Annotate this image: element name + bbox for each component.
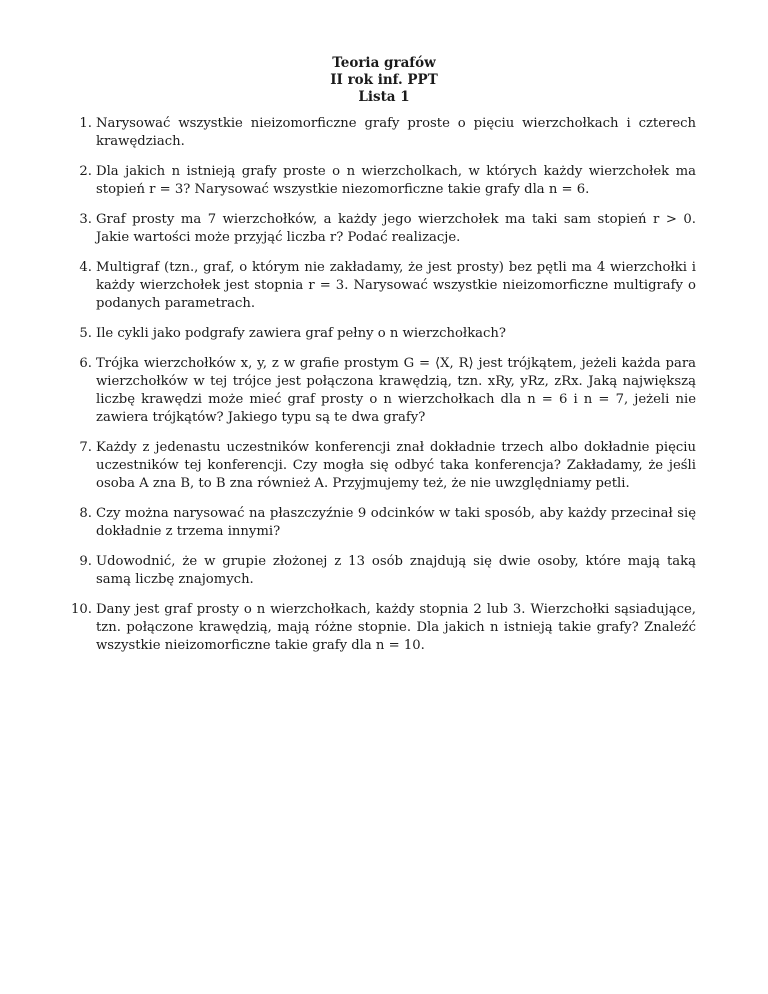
problem-text: Dany jest graf prosty o n wierzchołkach, każdy stopnia 2 lub 3. Wierzchołki sąsiadujące, tzn. połączone krawędzią, mają różne stopnie. Dla jakich n istnieją takie grafy? Znaleźć wszystkie nieizomorficzne takie grafy dla n = 10. (96, 602, 696, 653)
problem-text: Ile cykli jako podgrafy zawiera graf pełny o n wierzchołkach? (96, 326, 506, 341)
problem-10 (71, 601, 696, 655)
problem-4 (80, 259, 696, 313)
problem-2 (80, 163, 696, 199)
problem-text: Narysować wszystkie nieizomorficzne grafy proste o pięciu wierzchołkach i czterech krawędziach. (96, 116, 696, 149)
problem-number: 2. (79, 164, 92, 179)
problem-number: 10. (71, 602, 92, 617)
document-title: Teoria grafów (332, 55, 436, 71)
problem-5 (80, 325, 696, 343)
problem-3 (80, 211, 696, 247)
document-subtitle: II rok inf. PPT (330, 72, 438, 88)
problem-7 (80, 439, 696, 493)
problem-text: Każdy z jedenastu uczestników konferencji znał dokładnie trzech albo dokładnie pięciu uczestników tej konferencji. Czy mogła się odbyć taka konferencja? Zakładamy, że jeśli osoba A zna B, to B zna również A. Przyjmujemy też, że nie uwzględniamy petli. (96, 440, 696, 491)
problem-text: Graf prosty ma 7 wierzchołków, a każdy jego wierzchołek ma taki sam stopień r > 0. Jakie wartości może przyjąć liczba r? Podać realizacje. (96, 212, 696, 245)
problem-text: Multigraf (tzn., graf, o którym nie zakładamy, że jest prosty) bez pętli ma 4 wierzchołki i każdy wierzchołek jest stopnia r = 3. Narysować wszystkie nieizomorficzne multigrafy o podanych parametrach. (96, 260, 696, 311)
problem-number: 8. (79, 506, 92, 521)
problem-number: 7. (79, 440, 92, 455)
problem-text: Czy można narysować na płaszczyźnie 9 odcinków w taki sposób, aby każdy przecinał się dokładnie z trzema innymi? (96, 506, 696, 539)
problem-number: 3. (79, 212, 92, 227)
document-header (0, 55, 768, 106)
problem-list (71, 115, 696, 667)
problem-text: Dla jakich n istnieją grafy proste o n wierzcholkach, w których każdy wierzchołek ma stopień r = 3? Narysować wszystkie niezomorficzne takie grafy dla n = 6. (96, 164, 696, 197)
problem-1 (80, 115, 696, 151)
problem-number: 4. (79, 260, 92, 275)
problem-text: Udowodnić, że w grupie złożonej z 13 osób znajdują się dwie osoby, które mają taką samą liczbę znajomych. (96, 554, 696, 587)
problem-number: 1. (79, 116, 92, 131)
problem-6 (80, 355, 696, 427)
problem-number: 6. (79, 356, 92, 371)
problem-number: 9. (79, 554, 92, 569)
problem-9 (80, 553, 696, 589)
problem-8 (80, 505, 696, 541)
problem-text: Trójka wierzchołków x, y, z w grafie prostym G = ⟨X, R⟩ jest trójkątem, jeżeli każda para wierzchołków w tej trójce jest połączona krawędzią, tzn. xRy, yRz, zRx. Jaką największą liczbę krawędzi może mieć graf prosty o n wierzchołkach dla n = 6 i n = 7, jeżeli nie zawiera trójkątów? Jakiego typu są te dwa grafy? (96, 356, 696, 425)
list-title: Lista 1 (358, 89, 410, 105)
problem-number: 5. (79, 326, 92, 341)
